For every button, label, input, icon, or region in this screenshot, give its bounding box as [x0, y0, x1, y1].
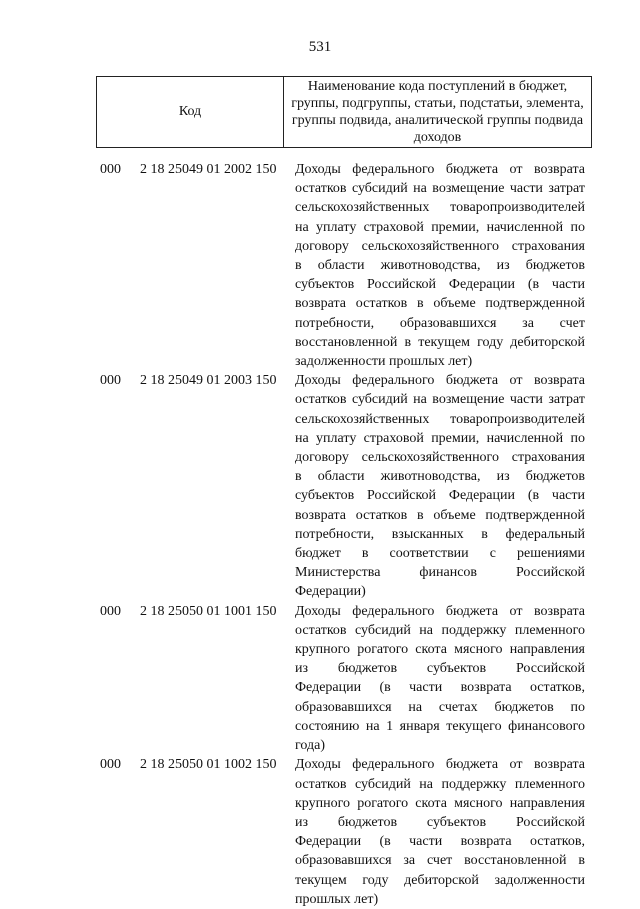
description-line: остатков субсидий на поддержку племенного [295, 622, 585, 638]
description-line: потребности, взысканных в федеральный [295, 526, 585, 542]
description-line: на уплату страховой премии, начисленной по [295, 219, 585, 235]
description-line: из бюджетов субъектов Российской [295, 814, 585, 830]
code-row [100, 602, 595, 756]
description-line: сельскохозяйственных товаропроизводителей [295, 411, 585, 427]
description-line: года) [295, 738, 325, 754]
description-line: задолженности прошлых лет) [295, 354, 473, 370]
revenue-code: 2 18 25049 01 2002 150 [140, 162, 277, 177]
revenue-description [295, 602, 585, 756]
description-line: в области животноводства, из бюджетов [295, 258, 585, 274]
description-line: Федерации (в части возврата остатков, [295, 834, 585, 850]
description-line: субъектов Российской Федерации (в части [295, 277, 585, 293]
description-line: из бюджетов субъектов Российской [295, 661, 585, 677]
description-line: на уплату страховой премии, начисленной по [295, 430, 585, 446]
code-row [100, 755, 595, 909]
description-line: сельскохозяйственных товаропроизводителей [295, 200, 585, 216]
revenue-description [295, 755, 585, 909]
header-code: Код [97, 77, 284, 148]
revenue-description [295, 371, 585, 601]
description-line: бюджет в соответствии с решениями [295, 546, 585, 562]
description-line: Доходы федерального бюджета от возврата [295, 373, 585, 389]
description-line: остатков субсидий на поддержку племенного [295, 776, 585, 792]
description-line: остатков субсидий на возмещение части затрат [295, 392, 585, 408]
description-line: крупного рогатого скота мясного направления [295, 642, 585, 658]
revenue-code: 2 18 25050 01 1001 150 [140, 603, 277, 619]
code-list [100, 160, 595, 909]
description-line: договору сельскохозяйственного страхования [295, 450, 585, 466]
description-line: прошлых лет) [295, 891, 379, 907]
description-line: Доходы федерального бюджета от возврата [295, 757, 585, 773]
description-line: остатков субсидий на возмещение части затрат [295, 181, 585, 197]
revenue-code: 2 18 25050 01 1002 150 [140, 757, 277, 773]
header-table [96, 76, 592, 148]
description-line: образовавшихся на счетах бюджетов по [295, 699, 585, 715]
description-line: в области животноводства, из бюджетов [295, 469, 585, 485]
admin-code: 000 [100, 162, 121, 177]
description-line: договору сельскохозяйственного страхования [295, 238, 585, 254]
description-line: возврата остатков в объеме подтвержденной [295, 507, 585, 523]
description-line: потребности, образовавшихся за счет [295, 315, 585, 331]
description-line: Доходы федерального бюджета от возврата [295, 603, 585, 619]
revenue-description [295, 160, 585, 371]
description-line: Федерации) [295, 584, 366, 600]
revenue-code: 2 18 25049 01 2003 150 [140, 373, 277, 389]
description-line: текущем году дебиторской задолженности [295, 872, 585, 888]
description-line: образовавшихся за счет восстановленной в [295, 853, 585, 869]
description-line: возврата остатков в объеме подтвержденной [295, 296, 585, 312]
description-line: Министерства финансов Российской [295, 565, 585, 581]
code-row [100, 160, 595, 371]
page-number: 531 [308, 39, 332, 55]
description-line: восстановленной в текущем году дебиторской [295, 334, 585, 350]
admin-code: 000 [100, 757, 121, 773]
description-line: Федерации (в части возврата остатков, [295, 680, 585, 696]
description-line: Доходы федерального бюджета от возврата [295, 162, 585, 177]
admin-code: 000 [100, 373, 121, 389]
description-line: состоянию на 1 января текущего финансового [295, 718, 585, 734]
header-name: Наименование кода поступлений в бюджет, группы, подгруппы, статьи, подстатьи, элемента, группы подвида, аналитической группы подвида доходов [284, 77, 592, 148]
description-line: крупного рогатого скота мясного направления [295, 795, 585, 811]
description-line: субъектов Российской Федерации (в части [295, 488, 585, 504]
admin-code: 000 [100, 603, 121, 619]
code-row [100, 371, 595, 601]
